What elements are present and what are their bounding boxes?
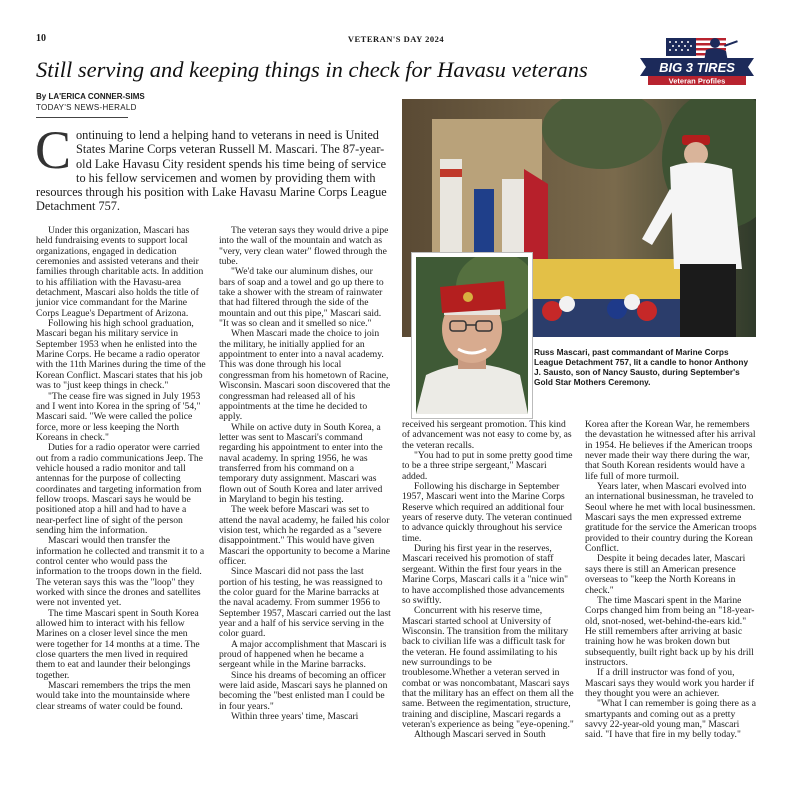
paragraph: The time Mascari spent in South Korea allowed him to interact with his fellow Marines on a closer level since the men were together for 14 months at a time. The close quarters the men lived in required them to eat and launder their belongings together. bbox=[36, 607, 200, 681]
body-column-2 bbox=[219, 226, 391, 723]
paragraph: Under this organization, Mascari has held fundraising events to support local organizations, engaged in dedication ceremonies and assisted veterans and their families through charitable acts. In addition to his affiliation with the Havasu-area detachment, Mascari also holds the title of junior vice commandant for the Marine Corps League's Department of Arizona. bbox=[36, 225, 204, 319]
body-column-1 bbox=[36, 226, 208, 712]
paragraph: Despite it being decades later, Mascari says there is still an American presence overseas to "keep the North Koreans in check." bbox=[585, 553, 746, 596]
badge-subtitle: Veteran Profiles bbox=[668, 76, 726, 86]
byline-divider bbox=[36, 117, 128, 118]
badge-title: BIG 3 TIRES bbox=[659, 60, 735, 75]
paragraph: received his sergeant promotion. This kind of advancement was not easy to come by, as the veteran recalls. bbox=[402, 419, 572, 451]
paragraph: Within three years' time, Mascari bbox=[231, 711, 359, 723]
paragraph: Following his high school graduation, Mascari began his military service in September 1953 when he enlisted into the Marine Corps. He became a radio operator with the 11th Marines during the time of the Korean Conflict. Mascari states that his job was to "just keep things in check." bbox=[36, 318, 206, 392]
body-column-4 bbox=[585, 420, 757, 741]
paragraph: Although Mascari served in South bbox=[414, 729, 546, 741]
paragraph: While on active duty in South Korea, a letter was sent to Mascari's command regarding his appointment to enter into the naval academy. In spring 1956, he was transferred from his command on a temporary duty assignment. Mascari was flown out of South Korea and later arrived in Maryland to begin his testing. bbox=[219, 421, 383, 505]
headline: Still serving and keeping things in check for Havasu veterans bbox=[36, 57, 588, 82]
paragraph: Mascari would then transfer the information he collected and transmit it to a control center who would pass the information to the troops down in the field. The veteran says this was the "loop" they worked with since the drones and satellites were not invented yet. bbox=[36, 535, 205, 609]
paragraph: Following his discharge in September 1957, Mascari went into the Marine Corps Reserve which required an additional four years of reserve duty. The veteran continued to advance quickly throughout his service time. bbox=[402, 481, 572, 544]
body-column-3 bbox=[402, 420, 574, 741]
paragraph: Korea after the Korean War, he remembers the devastation he witnessed after his arrival in 1954. He believes if the American troops never made their way there during the war, that South Korean residents would have a life full of more turmoil. bbox=[585, 419, 756, 482]
paragraph: "What I can remember is going there as a smartypants and coming out as a pretty savvy 22-year-old young man," Mascari said. "I have that fire in my belly today." bbox=[585, 698, 756, 741]
paragraph: Mascari remembers the trips the men would take into the mountainside where clear streams of water could be found. bbox=[36, 680, 191, 712]
paragraph: The week before Mascari was set to attend the naval academy, he failed his color vision test, which he regarded as a "severe disappointment." This would have given Mascari the opportunity to become a Marine officer. bbox=[219, 504, 391, 567]
paragraph: Since his dreams of becoming an officer were laid aside, Mascari says he planned on becoming the "best enlisted man I could be in four years." bbox=[219, 669, 388, 712]
paragraph: Since Mascari did not pass the last portion of his testing, he was reassigned to the color guard for the Marine barracks at the naval academy. From summer 1956 to September 1957, Mascari carried out the last year and a half of his service serving in the color guard. bbox=[219, 566, 391, 640]
paragraph: Concurrent with his reserve time, Mascari started school at University of Wisconsin. The transition from the military back to civilian life was a difficult task for the veteran. He found assimilating to his new surroundings to be troublesome.Whether a veteran served in combat or was noncombatant, Mascari says that the military has an effect on them all the same. Between the regimentation, structure, training and discipline, Mascari regards a veteran's experience as being "eye-opening." bbox=[402, 605, 574, 730]
paragraph: "You had to put in some pretty good time to be a three stripe sergeant," Mascari added. bbox=[402, 450, 573, 482]
big-3-tires-badge bbox=[636, 36, 758, 86]
paragraph: Years later, when Mascari evolved into an international businessman, he traveled to Seoul where he met with local businessmen. Mascari says the men expressed extreme gratitude for the service the American troops provided to their country during the Korean Conflict. bbox=[585, 481, 757, 555]
paragraph: A major accomplishment that Mascari is proud of happened when he became a sergeant while in the Marine barracks. bbox=[219, 638, 387, 671]
outlet-name: TODAY'S NEWS-HERALD bbox=[36, 103, 137, 112]
drop-cap: C bbox=[35, 120, 72, 180]
photo-caption: Russ Mascari, past commandant of Marine Corps League Detachment 757, lit a candle to honor Anthony J. Sausto, son of Nancy Sausto, during September's Gold Star Mothers Ceremony. bbox=[534, 347, 749, 387]
paragraph: During his first year in the reserves, Mascari received his promotion of staff sergeant. Within the first four years in the Marine Corps, Mascari calls it a "nice win" to have accomplished those advancements so swiftly. bbox=[402, 543, 569, 606]
lede-paragraph bbox=[35, 120, 396, 214]
paragraph: The veteran says they would drive a pipe into the wall of the mountain and watch as "very, very clean water" flowed through the tube. bbox=[219, 225, 389, 268]
portrait-photo bbox=[412, 253, 532, 418]
page-number: 10 bbox=[36, 33, 46, 44]
paragraph: "We'd take our aluminum dishes, our bars of soap and a towel and go up there to take a shower with the stream of rainwater that had filtered through the side of the mountain and out this pipe," Mascari said. "It was so clean and it smelled so nice." bbox=[219, 266, 384, 330]
paragraph: If a drill instructor was fond of you, Mascari says they would work you harder if they thought you were an achiever. bbox=[585, 667, 755, 699]
section-header: VETERAN'S DAY 2024 bbox=[347, 34, 445, 44]
paragraph: When Mascari made the choice to join the military, he initially applied for an appointment to enter into a naval academy. This was done through his local congressman from his hometown of Racine, Wisconsin. Mascari soon discovered that the congressman had released all of his appointments at the time he decided to apply. bbox=[219, 328, 391, 423]
paragraph: Duties for a radio operator were carried out from a radio communications Jeep. The vehicle housed a radio monitor and tall antennas for the purpose of collecting coordinates and targeting information from fellow troops. Mascari says he would be positioned atop a hill and had to have a near-perfect line of sight of the person sending him the information. bbox=[36, 442, 203, 536]
lede-text: ontinuing to lend a helping hand to veterans in need is United States Marine Corps veteran Russell M. Mascari. The 87-year-old Lake Havasu City resident spends his time being of service to his fellow servicemen and women by providing them with resources through his position with Lake Havasu Marine Corps League Detachment 757. bbox=[36, 128, 387, 214]
paragraph: The time Mascari spent in the Marine Corps changed him from being an "18-year-old, snot-nosed, wet-behind-the-ears kid." He still remembers after arriving at basic training how he was broken down but subsequently, built right back up by his drill instructors. bbox=[585, 594, 755, 668]
paragraph: "The cease fire was signed in July 1953 and I went into Korea in the spring of '54," Mascari said. "We were called the police force, more or less keeping the North Koreans in check." bbox=[36, 390, 201, 443]
byline: By LA'ERICA CONNER-SIMS bbox=[36, 92, 145, 101]
